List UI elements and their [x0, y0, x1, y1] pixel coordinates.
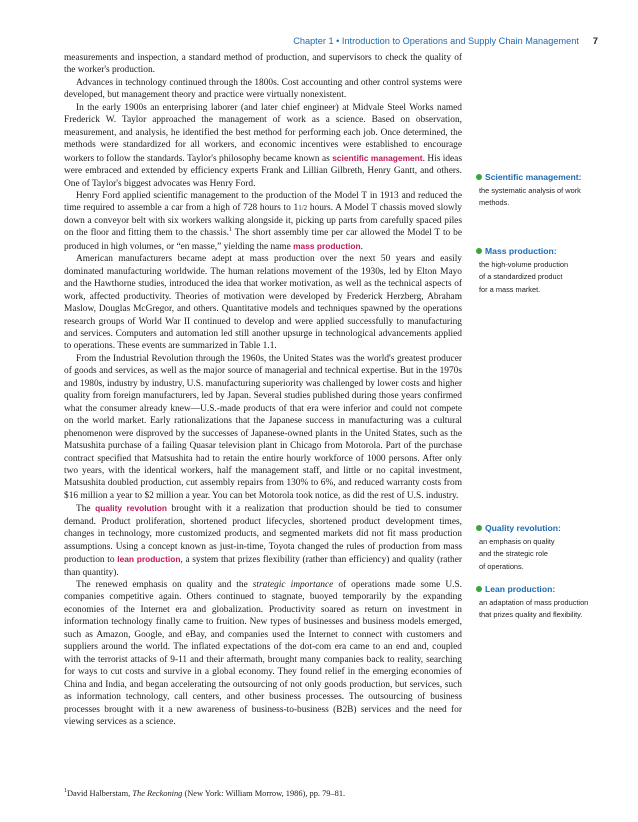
paragraph-8 — [64, 579, 462, 728]
paragraph-8-text-b: of operations made some U.S. companies competitive again. Others continued to stagnate, buoyed temporarily by the expanding economies of the Internet era and globalization. Productivity soared as return on investment in information technology finally came to fruition. New types of businesses and business models emerged, such as Amazon, Google, and eBay, and companies used the Internet to connect with customers and suppliers around the world. The inflated expectations of the dot-com era came to an end and, coupled with the terrorist attacks of 9-11 and their aftermath, brought many companies back to reality, searching for ways to cut costs and survive in a global economy. They found relief in the emerging economies of China and India, and began accelerating the outsourcing of not only goods production, but services, such as information technology, call centers, and other business processes. The outsourcing of business processes brought with it a new awareness of business-to-business (B2B) services and the need for viewing services as a science. — [64, 580, 463, 728]
margin-definition-line: an emphasis on quality — [479, 537, 555, 546]
margin-term: Mass production: — [485, 246, 557, 256]
body-text — [64, 52, 462, 728]
margin-definition-line: methods. — [479, 198, 510, 208]
paragraph-3-text-a: In the early 1900s an enterprising laborer (and later chief engineer) at Midvale Steel Works named Frederick W. Taylor approached the management of work as a science. Based on observation, measurement, and analysis, he identified the best method for performing each job. Once determined, the methods were standardized for all workers, and economic incentives were established to encourage workers to follow the standards. Taylor's philosophy became known as — [64, 102, 462, 164]
margin-term: Lean production: — [485, 584, 556, 594]
margin-definition-line: and the strategic role — [479, 549, 549, 559]
paragraph-7-text-c: , a system that prizes flexibility (rather than efficiency) and quality (rather than quantity). — [64, 555, 462, 578]
margin-definition-line: the systematic analysis of work — [479, 186, 581, 195]
paragraph-7-text-a: The — [76, 504, 91, 515]
bullet-dot-icon — [476, 248, 482, 254]
running-header — [58, 36, 598, 46]
paragraph-4-text-a: Henry Ford applied scientific management to the production of the Model T in 1913 and reduced the time required to assemble a car from a high of 728 hours to 1 — [64, 190, 462, 214]
footnote-marker: 1 — [64, 788, 67, 795]
paragraph-6: From the Industrial Revolution through the 1960s, the United States was the world's greatest producer of goods and services, as well as the major source of managerial and technical expertise. But in the 1970s and 1980s, industry by industry, U.S. manufacturing superiority was challenged by lower costs and higher quality from foreign manufacturers, led by Japan. Several studies published during those years confirmed what the consumer already knew—U.S.-made products of that era were inferior and could not compete on the world market. Early rationalizations that the Japanese success in manufacturing was a cultural phenomenon were disproved by the successes of Japanese-owned plants in the United States, such as the Matsushita purchase of a failing Quasar television plant in Chicago from Motorola. Part of the purchase contract specified that Matsushita had to retain the entire hourly workforce of 1000 persons. After only two years, with the identical workers, half the management staff, and little or no capital investment, Matsushita doubled production, cut assembly repairs from 130% to 6%, and reduced warranty costs from $16 million a year to $2 million a year. You can bet Motorola took notice, as did the rest of U.S. industry. — [64, 353, 462, 501]
footnote — [64, 789, 484, 798]
paragraph-8-text-a: The renewed emphasis on quality and the — [76, 580, 248, 591]
margin-definition-line: an adaptation of mass production — [479, 598, 589, 607]
margin-note-quality-revolution — [476, 523, 616, 573]
footnote-author: David Halberstam, — [67, 789, 133, 798]
margin-definition-line: for a mass market. — [479, 284, 541, 294]
margin-term: Quality revolution: — [485, 523, 561, 533]
footnote-citation: (New York: William Morrow, 1986), pp. 79–81. — [182, 789, 346, 798]
bullet-dot-icon — [476, 174, 482, 180]
term-lean-production: lean production — [117, 554, 181, 565]
paragraph-1: measurements and inspection, a standard method of production, and supervisors to check the quality of the worker's production. — [64, 53, 462, 76]
margin-definition-line: of a standardized product — [479, 272, 563, 282]
page-number: 7 — [592, 36, 598, 46]
term-scientific-management: scientific management — [332, 152, 423, 163]
paragraph-3 — [64, 102, 462, 190]
bullet-dot-icon — [476, 586, 482, 592]
paragraph-4 — [64, 190, 462, 253]
margin-definition-line: of operations. — [479, 561, 524, 571]
italic-strategic-importance: strategic importance — [252, 580, 334, 591]
margin-term: Scientific management: — [485, 172, 582, 182]
margin-definition-line: the high-volume production — [479, 260, 569, 269]
margin-note-mass-production — [476, 246, 616, 296]
paragraph-5: American manufacturers became adept at mass production over the next 50 years and easily dominated manufacturing worldwide. The human relations movement of the 1930s, led by Elton Mayo and the Hawthorne studies, introduced the idea that worker motivation, as well as the technical aspects of work, affected productivity. Theories of motivation were developed by Frederick Herzberg, Abraham Maslow, Douglas McGregor, and others. Quantitative models and techniques spawned by the operations research groups of World War II continued to develop and were applied successfully to manufacturing and services. Computers and automation led still another upsurge in technological advancements applied to operations. These events are summarized in Table 1.1. — [64, 254, 462, 352]
paragraph-4-text-d: . — [360, 241, 363, 252]
term-quality-revolution: quality revolution — [95, 503, 168, 514]
term-mass-production: mass production — [293, 240, 361, 251]
paragraph-7-text-b: brought with it a realization that production should be tied to consumer demand. Product proliferation, shortened product lifecycles, shortened product development times, changes in technology, more customized products, and segmented markets did not fit mass production assumptions. Using a concept known as just-in-time, Toyota changed the rules of production from mass production to — [64, 504, 462, 566]
margin-note-scientific-management — [476, 172, 616, 210]
paragraph-4-text-c: The short assembly time per car allowed the Model T to be produced in high volumes, or “en masse,” yielding the name — [64, 228, 462, 252]
paragraph-4-text-b: hours. A Model T chassis moved slowly down a conveyor belt with six workers walking alongside it, picking up parts from carefully spaced piles on the floor and fitting them to the chassis. — [64, 203, 462, 239]
paragraph-7 — [64, 502, 462, 579]
paragraph-3-text-b: . His ideas were embraced and extended by efficiency experts Frank and Lillian Gilbreth, Henry Gantt, and others. One of Taylor's biggest advocates was Henry Ford. — [64, 153, 462, 189]
footnote-reference: 1 — [229, 227, 233, 234]
footnote-title: The Reckoning — [132, 789, 183, 798]
fraction-one-half: 1/2 — [298, 204, 308, 213]
bullet-dot-icon — [476, 525, 482, 531]
margin-note-lean-production — [476, 584, 616, 622]
margin-definition-line: that prizes quality and flexibility. — [479, 610, 583, 620]
running-head-title: Chapter 1 • Introduction to Operations and Supply Chain Management — [293, 36, 579, 46]
paragraph-2: Advances in technology continued through the 1800s. Cost accounting and other control systems were developed, but management theory and practice were virtually nonexistent. — [64, 77, 462, 101]
